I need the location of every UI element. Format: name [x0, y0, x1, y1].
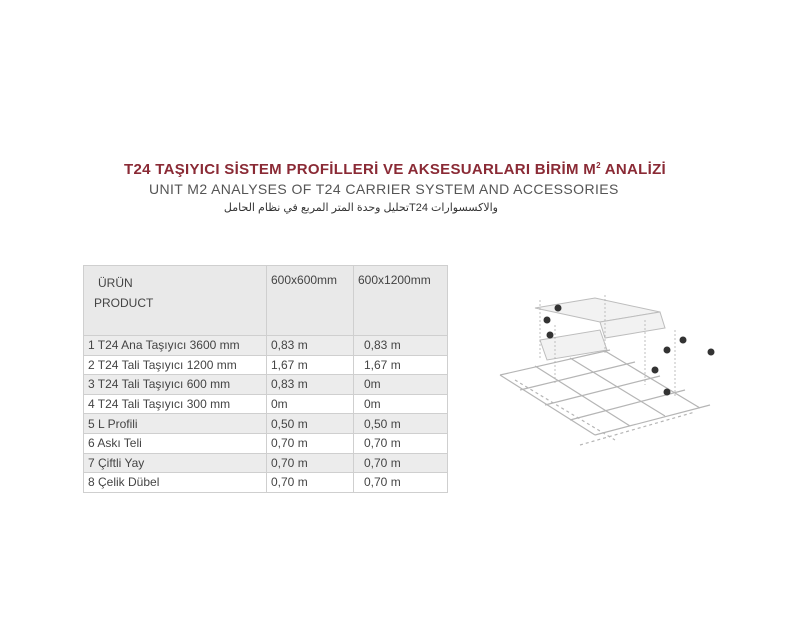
value-600x1200: 1,67 m	[354, 355, 448, 375]
value-600x600: 0m	[267, 394, 354, 414]
header-product-tr: ÜRÜN	[98, 276, 133, 290]
value-600x1200: 0,83 m	[354, 336, 448, 356]
product-cell: 5 L Profili	[84, 414, 267, 434]
product-cell: 6 Askı Teli	[84, 433, 267, 453]
title-english: UNIT M2 ANALYSES OF T24 CARRIER SYSTEM AND ACCESSORIES	[149, 181, 619, 197]
header-600x1200: 600x1200mm	[354, 266, 448, 336]
header-product-cell	[84, 266, 267, 336]
value-600x1200: 0,70 m	[354, 473, 448, 493]
title-turkish	[124, 161, 666, 178]
header-product-en: PRODUCT	[94, 296, 154, 310]
ceiling-grid-illustration	[495, 290, 725, 455]
value-600x1200: 0,50 m	[354, 414, 448, 434]
title-turkish-end: ANALİZİ	[600, 161, 666, 178]
product-cell: 7 Çiftli Yay	[84, 453, 267, 473]
table-row	[84, 453, 448, 473]
product-cell: 2 T24 Tali Taşıyıcı 1200 mm	[84, 355, 267, 375]
analysis-table	[83, 265, 448, 493]
product-cell: 1 T24 Ana Taşıyıcı 3600 mm	[84, 336, 267, 356]
value-600x600: 0,50 m	[267, 414, 354, 434]
value-600x600: 0,83 m	[267, 336, 354, 356]
table-header-row	[84, 266, 448, 336]
table-row	[84, 355, 448, 375]
table-row	[84, 473, 448, 493]
title-turkish-text: T24 TAŞIYICI SİSTEM PROFİLLERİ VE AKSESUARLARI BİRİM M	[124, 161, 597, 178]
product-cell: 3 T24 Tali Taşıyıcı 600 mm	[84, 375, 267, 395]
title-turkish-superscript: 2	[596, 161, 601, 170]
value-600x600: 0,70 m	[267, 433, 354, 453]
value-600x600: 0,70 m	[267, 453, 354, 473]
value-600x1200: 0m	[354, 375, 448, 395]
title-arabic: والاكسسوارات T24تحليل وحدة المتر المربع في نظام الحامل	[223, 202, 498, 214]
value-600x1200: 0m	[354, 394, 448, 414]
value-600x1200: 0,70 m	[354, 433, 448, 453]
grid-profiles	[500, 350, 710, 445]
value-600x600: 0,83 m	[267, 375, 354, 395]
ceiling-panels	[535, 298, 665, 360]
product-cell: 8 Çelik Dübel	[84, 473, 267, 493]
value-600x1200: 0,70 m	[354, 453, 448, 473]
table-row	[84, 336, 448, 356]
value-600x600: 1,67 m	[267, 355, 354, 375]
table-row	[84, 433, 448, 453]
header-600x600: 600x600mm	[267, 266, 354, 336]
table-row	[84, 375, 448, 395]
product-cell: 4 T24 Tali Taşıyıcı 300 mm	[84, 394, 267, 414]
table-row	[84, 394, 448, 414]
table-row	[84, 414, 448, 434]
value-600x600: 0,70 m	[267, 473, 354, 493]
